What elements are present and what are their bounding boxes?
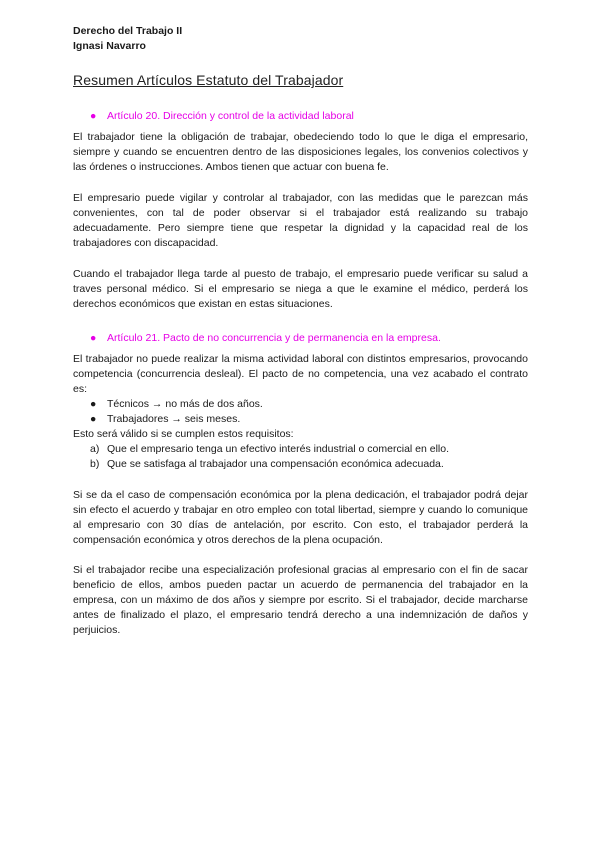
list-marker: b) [90,458,100,470]
list-item: ● Trabajadores → seis meses. [90,413,241,425]
bullet-icon: ● [90,332,97,344]
requirements-intro: Esto será válido si se cumplen estos requisitos: [73,428,294,440]
list-marker: a) [90,443,100,455]
section-heading-article-21 [90,331,441,346]
article-21-body [73,352,528,472]
heading-text: Artículo 21. Pacto de no concurrencia y de permanencia en la empresa. [107,332,441,344]
article-21-paragraph-3: Si se da el caso de compensación económica por la plena dedicación, el trabajador podrá dejar sin efecto el acuerdo y trabajar en otro empleo con total libertad, siempre y cuando lo comunique al empresario con 30 días de antelación, por escrito. Con esto, el trabajador perderá la compensación económica y otros derechos de la plena ocupación. [73,489,528,546]
list-item: b) Que se satisfaga al trabajador una compensación económica adecuada. [90,458,444,470]
document-header [73,24,182,53]
article-20-paragraph-1: El trabajador tiene la obligación de trabajar, obedeciendo todo lo que le diga el empresario, siempre y cuando se encuentren dentro de las disposiciones legales, los convenios colectivos y las órdenes o instrucciones. Ambos tienen que actuar con buena fe. [73,131,528,173]
article-20-paragraph-3: Cuando el trabajador llega tarde al puesto de trabajo, el empresario puede verificar su salud a traves personal médico. Si el empresario se niega a que le examine el médico, perderá los derechos económicos que existan en estas situaciones. [73,268,528,310]
section-heading-article-20 [90,109,354,124]
non-compete-list [73,397,528,427]
list-item: ● Técnicos → no más de dos años. [90,398,263,410]
article-21-paragraph-4: Si el trabajador recibe una especialización profesional gracias al empresario con el fin de sacar beneficio de ellos, ambos pueden pactar un acuerdo de permanencia del trabajador en la empresa, con un máximo de dos años y siempre por escrito. Si el trabajador, decide marcharse antes de finalizado el plazo, el empresario tendrá derecho a una indemnización de daños y perjuicios. [73,564,528,636]
article-20-paragraph-2: El empresario puede vigilar y controlar al trabajador, con las medidas que le parezcan más convenientes, con tal de poder observar si el trabajador está realizando su trabajo adecuadamente. Pero siempre tiene que respetar la dignidad y la capacidad real de los trabajadores con discapacidad. [73,192,528,249]
list-item: a) Que el empresario tenga un efectivo interés industrial o comercial en ello. [90,443,450,455]
course-name: Derecho del Trabajo II [73,25,183,37]
bullet-icon: ● [90,413,97,425]
heading-text: Artículo 20. Dirección y control de la actividad laboral [107,110,354,122]
article-21-paragraph-1: El trabajador no puede realizar la misma actividad laboral con distintos empresarios, provocando competencia (concurrencia desleal). El pacto de no competencia, una vez acabado el contrato es: [73,353,528,395]
bullet-icon: ● [90,398,97,410]
document-title: Resumen Artículos Estatuto del Trabajador [73,72,344,88]
bullet-icon: ● [90,110,97,122]
requirements-list [73,442,528,472]
author-name: Ignasi Navarro [73,39,146,52]
